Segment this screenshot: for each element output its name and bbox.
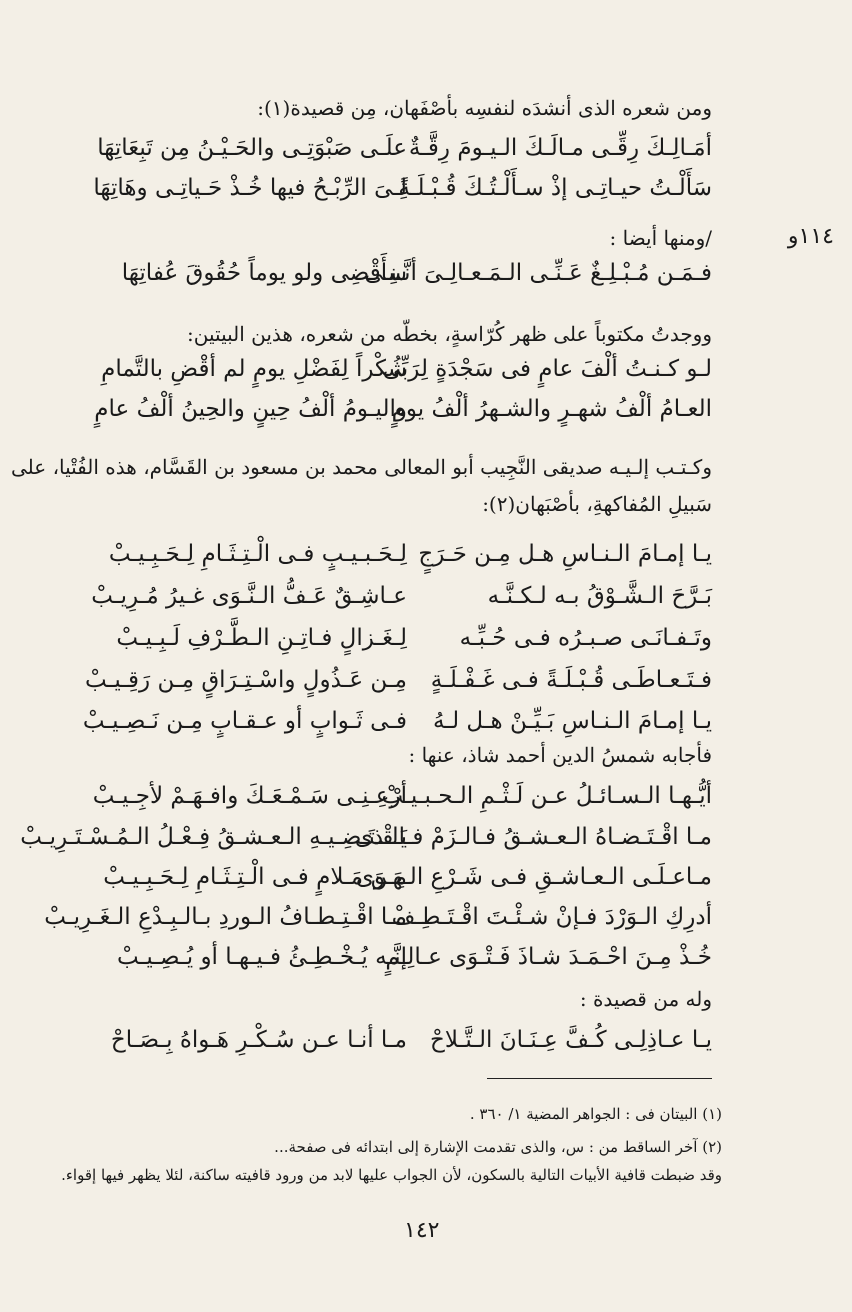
footnote-2: (٢) آخر الساقط من : س، والذى تقدمت الإشارة إلى ابتدائه فى صفحة... xyxy=(274,1138,722,1156)
verse-hemistich: وتَـفـانَـى صـبـرُه فـى حُـبِّـه xyxy=(459,625,712,651)
verse-hemistich: مـا اقْـتَـضـاهُ الـعـشـقُ فـالـزَمْ فـالـذى xyxy=(354,824,712,850)
verse-hemistich: شُكْراً لِفَضْلِ يومٍ لم أقْضِ بالتَّمامِ xyxy=(101,356,407,382)
also-label: /ومنها أيضا : xyxy=(609,226,712,250)
footnote-1: (١) البيتان فى : الجواهر المضية ١/ ٣٦٠ . xyxy=(469,1105,722,1123)
intro-text: ومن شعره الذى أنشدَه لنفسِه بأصْفَهان، مِن قصيدة(١): xyxy=(257,96,712,120)
answer-label: فأجابه شمسُ الدين أحمد شاذ، عنها : xyxy=(408,743,712,767)
verse-hemistich: بَـرَّحَ الـشَّـوْقُ بـه لـكـنَّـه xyxy=(487,583,712,609)
verse-hemistich: أمَـالِـكَ رِقِّـى مـالَـكَ الـيـومَ رِقَّـةٌ xyxy=(408,135,712,161)
qasida-label: وله من قصيدة : xyxy=(579,987,712,1011)
verse-hemistich: يـا إمـامَ الـنـاسِ هـل مِـن حَـرَجٍ xyxy=(418,541,712,567)
wrote-text-line1: وكـتـب إلـيـه صديقى النَّجِيب أبو المعالى محمد بن مسعود بن القَسَّام، هذه الفُتْيا، على xyxy=(10,455,712,479)
verse-hemistich: مِـن عَـذُولٍ واسْـتِـرَاقٍ مِـن رَقِـيـبْ xyxy=(85,667,407,693)
verse-hemistich: عـاشِـقٌ عَـفُّ الـنَّـوَى غـيرُ مُـرِيـبْ xyxy=(91,583,407,609)
page-number: ١٤٢ xyxy=(404,1218,440,1243)
verse-hemistich: مـا أنـا عـن سُـكْـرِ هَـواهُ بِـصَـاحْ xyxy=(110,1027,407,1053)
verse-hemistich: يَـقْـتَـضِـيـهِ الـعـشـقُ فِـعْـلُ الـمُـسْـتَـرِيـبْ xyxy=(20,824,407,850)
wrote-text-line2: سَبيلِ المُفاكهةِ، بأصْبَهان(٢): xyxy=(482,492,712,516)
footnote-2-continuation: وقد ضبطت قافية الأبيات التالية بالسكون، لأن الجواب عليها لابد من ورود قافيته ساكنة، لئلا يظهر فيها إقواء. xyxy=(61,1166,722,1184)
verse-hemistich: يـا عـاذِلِـى كُـفَّ عِـنَـانَ الـتَّـلاحْ xyxy=(430,1027,712,1053)
verse-hemistich: مِـن مَـلامٍ فـى الْـتِـثَـامِ لِـحَـبِـيـبْ xyxy=(103,864,407,890)
verse-hemistich: سَأَلْـتُ حيـاتِـى إذْ سـأَلْـتُـكَ قُـبْـلَـةً xyxy=(398,175,712,201)
found-text: ووجدتُ مكتوباً على ظهر كُرّاسةٍ، بخطّه من شعره، هذين البيتين: xyxy=(187,322,712,346)
verse-hemistich: إنَّـه يُـخْـطِـئُ فـيـهـا أو يُـصِـيـبْ xyxy=(117,944,407,970)
verse-hemistich: لِـغَـزالٍ فـاتِـنِ الـطَّـرْفِ لَـبِـيـبْ xyxy=(116,625,407,651)
verse-hemistich: سأَقْضِى ولو يوماً حُقُوقَ عُفاتِهَا xyxy=(121,260,407,286)
verse-hemistich: فـى ثَـوابٍ أو عـقـابٍ مِـن نَـصِـيـبْ xyxy=(82,708,407,734)
verse-hemistich: أيُّـهـا الـسـائـلُ عـن لَـثْـمِ الـحـبـيـبْ xyxy=(381,783,712,809)
verse-hemistich: مـاعـلَـى الـعـاشـقِ فـى شَـرْعِ الـهَـوَى xyxy=(355,864,712,890)
verse-hemistich: العـامُ ألْفُ شهـرٍ والشـهرُ ألْفُ يومٍ xyxy=(391,396,712,422)
verse-hemistich: يـا إمـامَ الـنـاسِ بَـيِّـنْ هـل لـهُ xyxy=(433,708,712,734)
verse-hemistich: أرْعِـنِـى سَـمْـعَـكَ وافـهَـمْ لأجِـيـبْ xyxy=(92,783,407,809)
footnote-separator xyxy=(487,1078,712,1079)
verse-hemistich: لـو كـنـتُ ألْفَ عامٍ فى سَجْدَةٍ لِرَبِّى xyxy=(382,356,712,382)
verse-hemistich: خُـذْ مِـنَ احْـمَـدَ شـاذَ فَـتْـوَى عـالِـمٍ xyxy=(385,944,712,970)
verse-hemistich: فـتَـعـاطَـى قُـبْـلَـةً فـى غَـفْـلَـةٍ xyxy=(430,667,712,693)
verse-hemistich: مـا اقْـتِـطـافُ الـوردِ بـالـبِـدْعِ الـغَـرِيـبْ xyxy=(44,904,407,930)
verse-hemistich: لِـحَـبـيـبٍ فـى الْـتِـثَـامِ لِـحَـبِـيـبْ xyxy=(108,541,407,567)
verse-hemistich: علَـى صَبْوَتِـى والحَـيْـنُ مِن تَبِعَاتِهَا xyxy=(97,135,407,161)
margin-folio-marker: ١١٤و xyxy=(787,224,834,249)
verse-hemistich: فـمَـن مُـبْـلِـغٌ عَـنِّـى الـمَـعـالِـىَ أنَّـنِـى xyxy=(364,260,712,286)
verse-hemistich: واليـومُ ألْفُ حِينٍ والحِينُ ألْفُ عامٍ xyxy=(94,396,407,422)
verse-hemistich: لِـىَ الرِّبْـحُ فيها خُـذْ حَـياتِـى وهَاتِهَا xyxy=(93,175,407,201)
verse-hemistich: أدرِكِ الـوَرْدَ فـإنْ شـئْـتَ اقْـتَـطِـفْ xyxy=(391,904,712,930)
